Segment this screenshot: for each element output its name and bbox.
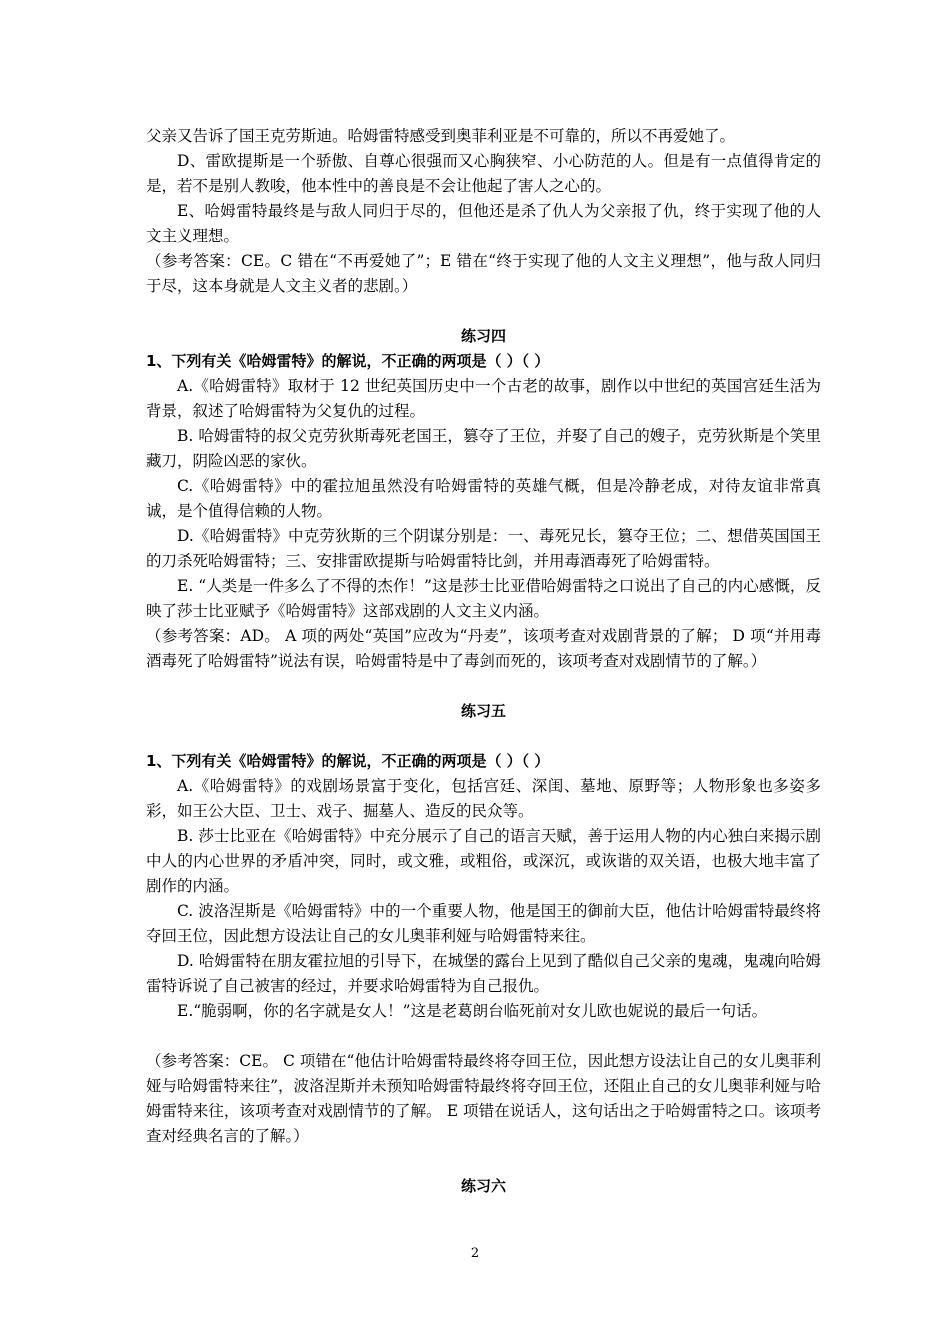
- exercise-5-option-e: E.“脆弱啊，你的名字就是女人！”这是老葛朗台临死前对女儿欧也妮说的最后一句话。: [177, 1002, 768, 1020]
- exercise-4-question: 1、下列有关《哈姆雷特》的解说，不正确的两项是（ ）（ ）: [146, 352, 550, 370]
- exercise-6-title: 练习六: [460, 1177, 506, 1195]
- exercise-4-option-b: B. 哈姆雷特的叔父克劳狄斯毒死老国王，篡夺了王位，并娶了自己的嫂子，克劳狄斯是个笑里藏刀，阴险凶恶的家伙。: [146, 427, 821, 470]
- option-e-text: E、哈姆雷特最终是与敌人同归于尽的，但他还是杀了仇人为父亲报了仇，终于实现了他的人文主义理想。: [146, 202, 821, 245]
- exercise-4-option-a: A.《哈姆雷特》取材于 12 世纪英国历史中一个古老的故事，剧作以中世纪的英国宫廷生活为背景，叙述了哈姆雷特为父复仇的过程。: [146, 377, 821, 420]
- paragraph-continuation: 父亲又告诉了国王克劳斯迪。哈姆雷特感受到奥菲利亚是不可靠的，所以不再爱她了。: [146, 127, 736, 145]
- reference-answer: （参考答案：CE。C 错在“不再爱她了”；E 错在“终于实现了他的人文主义理想”，他与敌人同归于尽，这本身就是人文主义者的悲剧。）: [146, 252, 821, 295]
- exercise-4-option-d: D.《哈姆雷特》中克劳狄斯的三个阴谋分别是：一、毒死兄长，篡夺王位；二、想借英国国王的刀杀死哈姆雷特；三、安排雷欧提斯与哈姆雷特比剑，并用毒酒毒死了哈姆雷特。: [146, 527, 821, 570]
- exercise-4-option-e: E. “人类是一件多么了不得的杰作！”这是莎士比亚借哈姆雷特之口说出了自己的内心感慨，反映了莎士比亚赋予《哈姆雷特》这部戏剧的人文主义内涵。: [146, 577, 821, 620]
- exercise-4-title: 练习四: [460, 327, 506, 345]
- exercise-5-answer: （参考答案：CE。 C 项错在“他估计哈姆雷特最终将夺回王位，因此想方设法让自己的女儿奥菲利娅与哈姆雷特来往”，波洛涅斯并未预知哈姆雷特最终将夺回王位，还阻止自己的女儿奥菲利娅与哈姆雷特来往，该项考查对戏剧情节的了解。 E 项错在说话人，这句话出之于哈姆雷特之口。该项考查对经典名言的了解。）: [146, 1052, 821, 1145]
- exercise-5-option-d: D. 哈姆雷特在朋友霍拉旭的引导下，在城堡的露台上见到了酷似自己父亲的鬼魂，鬼魂向哈姆雷特诉说了自己被害的经过，并要求哈姆雷特为自己报仇。: [146, 952, 821, 995]
- option-d-text: D、雷欧提斯是一个骄傲、自尊心很强而又心胸狭窄、小心防范的人。但是有一点值得肯定的是，若不是别人教唆，他本性中的善良是不会让他起了害人之心的。: [146, 152, 821, 195]
- page-number: 2: [470, 1246, 480, 1261]
- exercise-5-question: 1、下列有关《哈姆雷特》的解说，不正确的两项是（ ）（ ）: [146, 752, 550, 770]
- exercise-4-option-c: C.《哈姆雷特》中的霍拉旭虽然没有哈姆雷特的英雄气概，但是冷静老成，对待友谊非常真诚，是个值得信赖的人物。: [146, 477, 821, 520]
- exercise-5-option-b: B. 莎士比亚在《哈姆雷特》中充分展示了自己的语言天赋，善于运用人物的内心独白来揭示剧中人的内心世界的矛盾冲突，同时，或文雅，或粗俗，或深沉，或诙谐的双关语，也极大地丰富了剧作的内涵。: [146, 827, 821, 895]
- exercise-5-title: 练习五: [460, 702, 506, 720]
- exercise-5-option-c: C. 波洛涅斯是《哈姆雷特》中的一个重要人物，他是国王的御前大臣，他估计哈姆雷特最终将夺回王位，因此想方设法让自己的女儿奥菲利娅与哈姆雷特来往。: [146, 902, 821, 945]
- exercise-5-option-a: A.《哈姆雷特》的戏剧场景富于变化，包括宫廷、深闺、墓地、原野等；人物形象也多姿多彩，如王公大臣、卫士、戏子、掘墓人、造反的民众等。: [146, 777, 821, 820]
- page-content: [146, 124, 821, 1199]
- exercise-4-answer: （参考答案：AD。 A 项的两处“英国”应改为“丹麦”，该项考查对戏剧背景的了解； D 项“并用毒酒毒死了哈姆雷特”说法有误，哈姆雷特是中了毒剑而死的，该项考查对戏剧情节的了解。）: [146, 627, 821, 670]
